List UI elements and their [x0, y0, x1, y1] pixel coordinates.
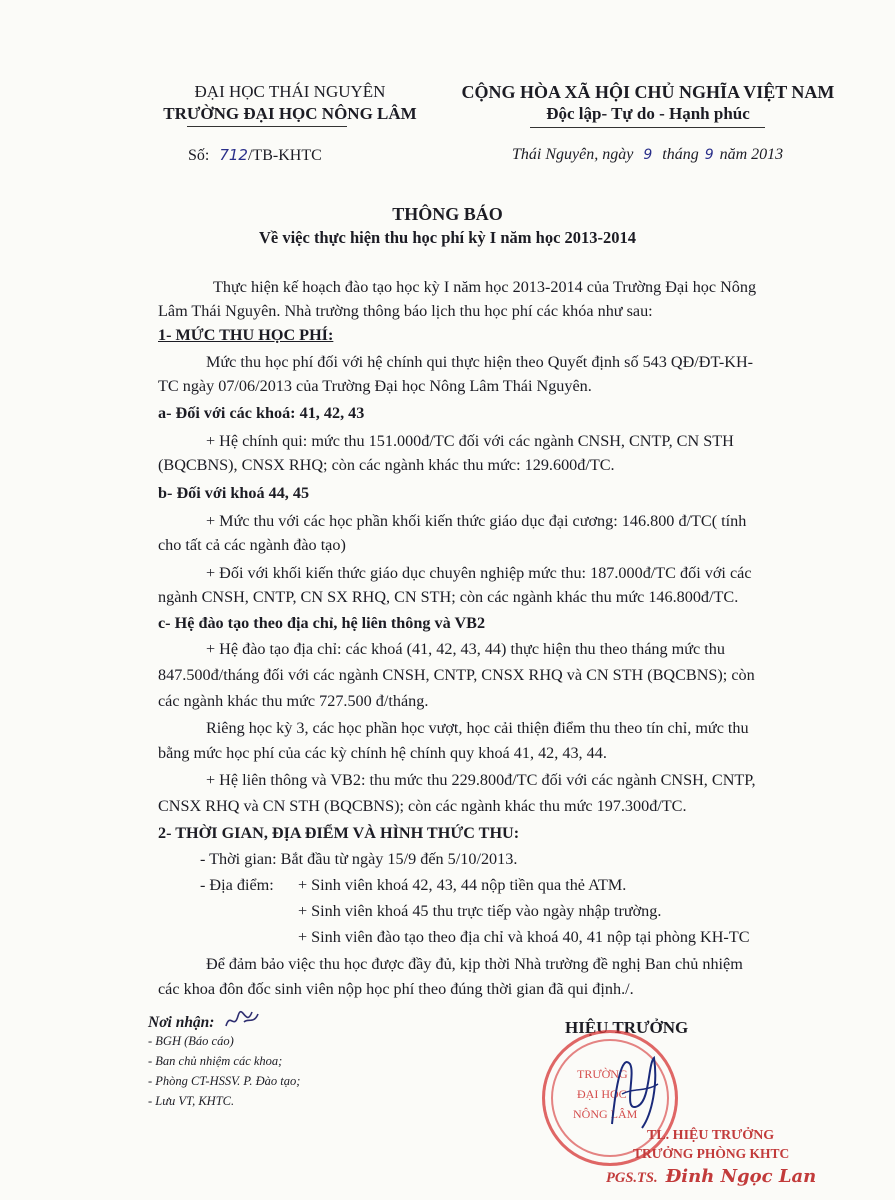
intro-line-1: Thực hiện kế hoạch đào tạo học kỳ I năm học 2013-2014 của Trường Đại học Nông [213, 278, 757, 296]
section-b-line-4: ngành CNSH, CNTP, CN SX RHQ, CN STH; còn các ngành khác thu mức 146.800đ/TC. [158, 588, 739, 606]
section-c-line-5: bằng mức học phí của các kỳ chính hệ chính quy khoá 41, 42, 43, 44. [158, 744, 607, 762]
section-c-line-3: các ngành khác thu mức 727.500 đ/tháng. [158, 692, 429, 710]
section-1-line-2: TC ngày 07/06/2013 của Trường Đại học Nông Lâm Thái Nguyên. [158, 377, 592, 395]
section-c-heading: c- Hệ đào tạo theo địa chỉ, hệ liên thông và VB2 [158, 614, 486, 632]
handwritten-signature [592, 1044, 672, 1134]
section-c-line-1: + Hệ đào tạo địa chỉ: các khoá (41, 42, 43, 44) thực hiện thu theo tháng mức thu [206, 640, 725, 658]
org-line-1: ĐẠI HỌC THÁI NGUYÊN [194, 82, 386, 101]
section-c-line-2: 847.500đ/tháng đối với các ngành CNSH, CNTP, CNSX RHQ và CN STH (BQCBNS); còn [158, 666, 755, 684]
section-2-place-1: + Sinh viên khoá 42, 43, 44 nộp tiền qua thẻ ATM. [298, 876, 627, 894]
handwritten-number: 712 [219, 146, 248, 164]
document-date: Thái Nguyên, ngày 9 tháng 9 năm 2013 [512, 146, 784, 163]
recipient-item-2: - Ban chủ nhiệm các khoa; [148, 1054, 283, 1068]
document-title: THÔNG BÁO [392, 204, 503, 224]
document-number: Số: 712/TB-KHTC [188, 146, 322, 164]
department-title: TRƯỞNG PHÒNG KHTC [633, 1146, 790, 1161]
section-2-time: - Thời gian: Bắt đầu từ ngày 15/9 đến 5/10/2013. [200, 850, 518, 868]
recipient-item-3: - Phòng CT-HSSV. P. Đào tạo; [148, 1074, 301, 1088]
country-name: CỘNG HÒA XÃ HỘI CHỦ NGHĨA VIỆT NAM [461, 82, 835, 102]
section-b-line-3: + Đối với khối kiến thức giáo dục chuyên nghiệp mức thu: 187.000đ/TC đối với các [206, 564, 752, 582]
signatory-title: HIỆU TRƯỞNG [565, 1018, 689, 1037]
official-seal: TRƯỜNG ĐẠI HỌC NÔNG LÂM [542, 1030, 678, 1166]
section-c-line-7: CNSX RHQ và CN STH (BQCBNS); còn các ngành khác thu mức 197.300đ/TC. [158, 797, 687, 815]
recipient-item-4: - Lưu VT, KHTC. [148, 1094, 235, 1108]
signatory-name: PGS.TS. Đinh Ngọc Lan [606, 1166, 817, 1187]
section-b-line-2: cho tất cả các ngành đào tạo) [158, 536, 346, 554]
section-a-heading: a- Đối với các khoá: 41, 42, 43 [158, 404, 365, 422]
on-behalf-title: TL. HIỆU TRƯỞNG [647, 1128, 775, 1143]
section-2-place-2: + Sinh viên khoá 45 thu trực tiếp vào ngày nhập trường. [298, 902, 662, 920]
section-b-heading: b- Đối với khoá 44, 45 [158, 484, 310, 502]
section-a-line-1: + Hệ chính qui: mức thu 151.000đ/TC đối với các ngành CNSH, CNTP, CN STH [206, 432, 734, 450]
section-2-place-label: - Địa điểm: [200, 876, 274, 894]
section-b-line-1: + Mức thu với các học phần khối kiến thức giáo dục đại cương: 146.800 đ/TC( tính [206, 512, 747, 530]
country-motto: Độc lập- Tự do - Hạnh phúc [546, 104, 750, 123]
intro-line-2: Lâm Thái Nguyên. Nhà trường thông báo lịch thu học phí các khóa như sau: [158, 302, 653, 320]
section-2-heading: 2- THỜI GIAN, ĐỊA ĐIỂM VÀ HÌNH THỨC THU: [158, 824, 520, 842]
motto-underline [530, 127, 765, 128]
section-1-heading: 1- MỨC THU HỌC PHÍ: [158, 326, 334, 344]
closing-line-1: Để đảm bảo việc thu học được đầy đủ, kịp thời Nhà trường đề nghị Ban chủ nhiệm [206, 955, 743, 973]
recipients-label: Nơi nhận: [148, 1014, 215, 1031]
org-line-2: TRƯỜNG ĐẠI HỌC NÔNG LÂM [163, 104, 417, 123]
document-subtitle: Về việc thực hiện thu học phí kỳ I năm học 2013-2014 [258, 228, 637, 247]
initials-scribble [222, 1008, 262, 1034]
recipient-item-1: - BGH (Báo cáo) [148, 1034, 234, 1048]
org-underline [187, 126, 347, 127]
section-a-line-2: (BQCBNS), CNSX RHQ; còn các ngành khác thu mức: 129.600đ/TC. [158, 456, 615, 474]
section-c-line-6: + Hệ liên thông và VB2: thu mức thu 229.800đ/TC đối với các ngành CNSH, CNTP, [206, 771, 756, 789]
section-c-line-4: Riêng học kỳ 3, các học phần học vượt, học cải thiện điểm thu theo tín chỉ, mức thu [206, 719, 749, 737]
section-1-line-1: Mức thu học phí đối với hệ chính qui thực hiện theo Quyết định số 543 QĐ/ĐT-KH- [206, 353, 754, 371]
closing-line-2: các khoa đôn đốc sinh viên nộp học phí theo đúng thời gian đã qui định./. [158, 980, 634, 998]
section-2-place-3: + Sinh viên đào tạo theo địa chỉ và khoá 40, 41 nộp tại phòng KH-TC [298, 928, 750, 946]
